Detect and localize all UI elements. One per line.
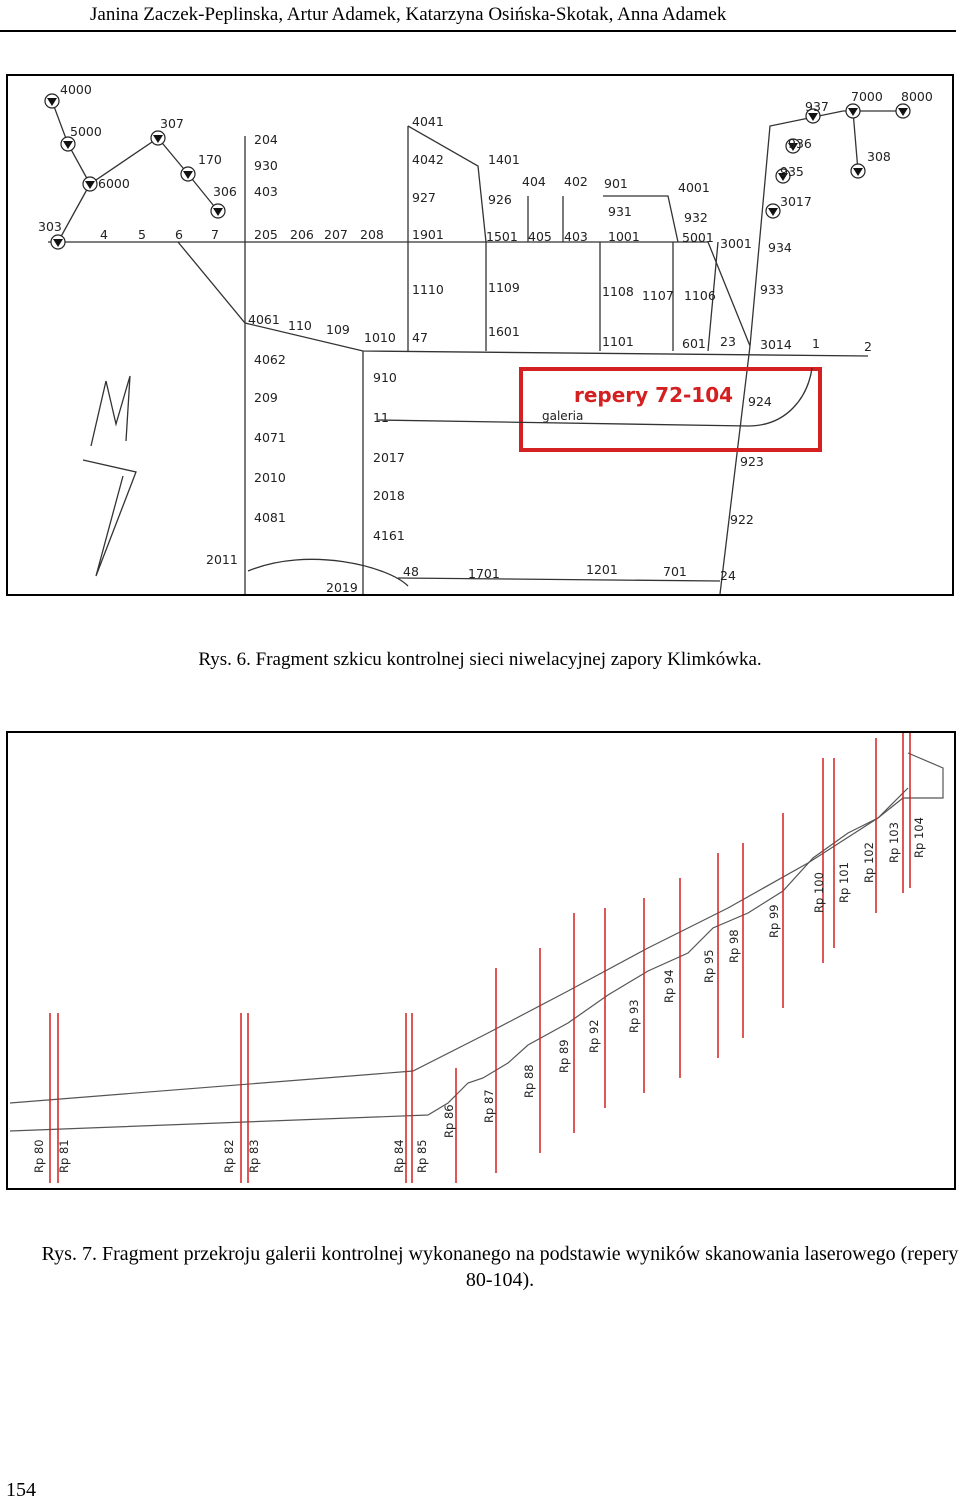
point-label: 1110: [412, 282, 444, 297]
benchmark-label: 170: [198, 152, 222, 167]
point-label: 1107: [642, 288, 674, 303]
benchmark-label: Rp 88: [522, 1064, 536, 1098]
point-label: 926: [488, 192, 512, 207]
point-label: 1401: [488, 152, 520, 167]
benchmark-label: Rp 92: [587, 1019, 601, 1053]
benchmark-label: Rp 86: [442, 1104, 456, 1138]
point-label: 6: [175, 227, 183, 242]
benchmark-label: Rp 100: [812, 872, 826, 913]
point-label: 923: [740, 454, 764, 469]
point-label: 47: [412, 330, 428, 345]
benchmark-label: 308: [867, 149, 891, 164]
benchmark-symbol: [151, 131, 165, 145]
point-label: 1601: [488, 324, 520, 339]
point-label: 1001: [608, 229, 640, 244]
point-label: 5: [138, 227, 146, 242]
benchmark-label: 7000: [851, 89, 883, 104]
point-label: 1108: [602, 284, 634, 299]
benchmark-label: Rp 84: [392, 1139, 406, 1173]
benchmark-label: 8000: [901, 89, 933, 104]
benchmark-label: Rp 104: [912, 817, 926, 858]
gallery-outline-lower: [10, 753, 943, 1131]
benchmark-label: Rp 85: [415, 1139, 429, 1173]
benchmark-label: Rp 94: [662, 969, 676, 1003]
point-label: 4041: [412, 114, 444, 129]
benchmark-symbol: [181, 167, 195, 181]
benchmark-label: 306: [213, 184, 237, 199]
point-label: 2017: [373, 450, 405, 465]
point-label: 403: [564, 229, 588, 244]
benchmark-label: Rp 99: [767, 904, 781, 938]
point-label: 24: [720, 568, 736, 583]
point-label: 1101: [602, 334, 634, 349]
point-label: 4001: [678, 180, 710, 195]
point-label: 922: [730, 512, 754, 527]
benchmark-label: Rp 82: [222, 1139, 236, 1173]
benchmark-label: 4000: [60, 82, 92, 97]
benchmark-label: Rp 81: [57, 1139, 71, 1173]
point-label: 1106: [684, 288, 716, 303]
running-header: [0, 0, 960, 32]
point-label: 3014: [760, 337, 792, 352]
header-rule: [0, 30, 956, 32]
point-label: 204: [254, 132, 278, 147]
point-label: 2011: [206, 552, 238, 567]
point-label: 205: [254, 227, 278, 242]
benchmark-label: Rp 80: [32, 1139, 46, 1173]
point-label: 48: [403, 564, 419, 579]
benchmark-label: Rp 95: [702, 949, 716, 983]
benchmark-symbol: [61, 137, 75, 151]
point-label: 1701: [468, 566, 500, 581]
benchmark-label: Rp 101: [837, 862, 851, 903]
network-sketch-svg: [8, 76, 952, 594]
benchmark-label: Rp 93: [627, 999, 641, 1033]
benchmark-label: Rp 98: [727, 929, 741, 963]
point-label: 3001: [720, 236, 752, 251]
benchmark-label: Rp 89: [557, 1039, 571, 1073]
point-label: 209: [254, 390, 278, 405]
point-label: 1901: [412, 227, 444, 242]
point-label: 2018: [373, 488, 405, 503]
point-label: 924: [748, 394, 772, 409]
benchmark-symbol: [45, 94, 59, 108]
benchmark-label: 303: [38, 219, 62, 234]
point-label: 910: [373, 370, 397, 385]
point-label: 1109: [488, 280, 520, 295]
point-label: 4042: [412, 152, 444, 167]
highlight-label: repery 72-104: [574, 383, 734, 407]
point-label: 4071: [254, 430, 286, 445]
benchmark-symbol: [896, 104, 910, 118]
benchmark-symbol: [83, 177, 97, 191]
point-label: 4161: [373, 528, 405, 543]
point-label: 109: [326, 322, 350, 337]
point-label: 403: [254, 184, 278, 199]
benchmark-symbol: [851, 164, 865, 178]
benchmark-label: 307: [160, 116, 184, 131]
point-label: 208: [360, 227, 384, 242]
point-label: 404: [522, 174, 546, 189]
point-label: 11: [373, 410, 389, 425]
point-label: 23: [720, 334, 736, 349]
point-label: 701: [663, 564, 687, 579]
benchmark-label: Rp 87: [482, 1089, 496, 1123]
benchmark-label: 937: [805, 99, 829, 114]
point-label: 901: [604, 176, 628, 191]
point-label: 4061: [248, 312, 280, 327]
figure-7-caption: Rys. 7. Fragment przekroju galerii kontrolnej wykonanego na podstawie wyników skanowania laserowego (repery 80-104).: [41, 1243, 959, 1291]
point-label: 110: [288, 318, 312, 333]
gallery-label: galeria: [542, 409, 584, 423]
point-label: 2019: [326, 580, 358, 594]
point-label: 4062: [254, 352, 286, 367]
benchmark-label: Rp 103: [887, 822, 901, 863]
point-label: 206: [290, 227, 314, 242]
benchmark-label: Rp 83: [247, 1139, 261, 1173]
benchmark-label: 3017: [780, 194, 812, 209]
north-arrow-sign: [83, 376, 136, 576]
point-label: 930: [254, 158, 278, 173]
point-label: 207: [324, 227, 348, 242]
point-label: 1201: [586, 562, 618, 577]
benchmark-label: 6000: [98, 176, 130, 191]
point-label: 7: [211, 227, 219, 242]
benchmark-label: 5000: [70, 124, 102, 139]
cross-section-svg: [8, 733, 954, 1188]
point-label: 405: [528, 229, 552, 244]
point-label: 2010: [254, 470, 286, 485]
point-label: 601: [682, 336, 706, 351]
point-label: 934: [768, 240, 792, 255]
point-label: 1: [812, 336, 820, 351]
header-authors: Janina Zaczek-Peplinska, Artur Adamek, Katarzyna Osińska-Skotak, Anna Adamek: [90, 4, 727, 25]
point-label: 4: [100, 227, 108, 242]
benchmark-label: 935: [780, 164, 804, 179]
page-number: 154: [6, 1479, 36, 1501]
point-label: 402: [564, 174, 588, 189]
benchmark-symbol: [766, 204, 780, 218]
point-label: 5001: [682, 230, 714, 245]
benchmark-label: 936: [788, 136, 812, 151]
gallery-outline-upper: [10, 788, 908, 1103]
point-label: 932: [684, 210, 708, 225]
figure-levelling-network-sketch: [6, 74, 954, 596]
figure-gallery-cross-section: [6, 731, 956, 1190]
benchmark-symbol: [211, 204, 225, 218]
point-label: 1501: [486, 229, 518, 244]
point-label: 933: [760, 282, 784, 297]
point-label: 927: [412, 190, 436, 205]
point-label: 4081: [254, 510, 286, 525]
figure-6-caption: Rys. 6. Fragment szkicu kontrolnej sieci niwelacyjnej zapory Klimkówka.: [198, 649, 762, 670]
benchmark-label: Rp 102: [862, 842, 876, 883]
point-label: 931: [608, 204, 632, 219]
benchmark-symbol: [51, 235, 65, 249]
benchmark-symbol: [846, 104, 860, 118]
point-label: 1010: [364, 330, 396, 345]
point-label: 2: [864, 339, 872, 354]
